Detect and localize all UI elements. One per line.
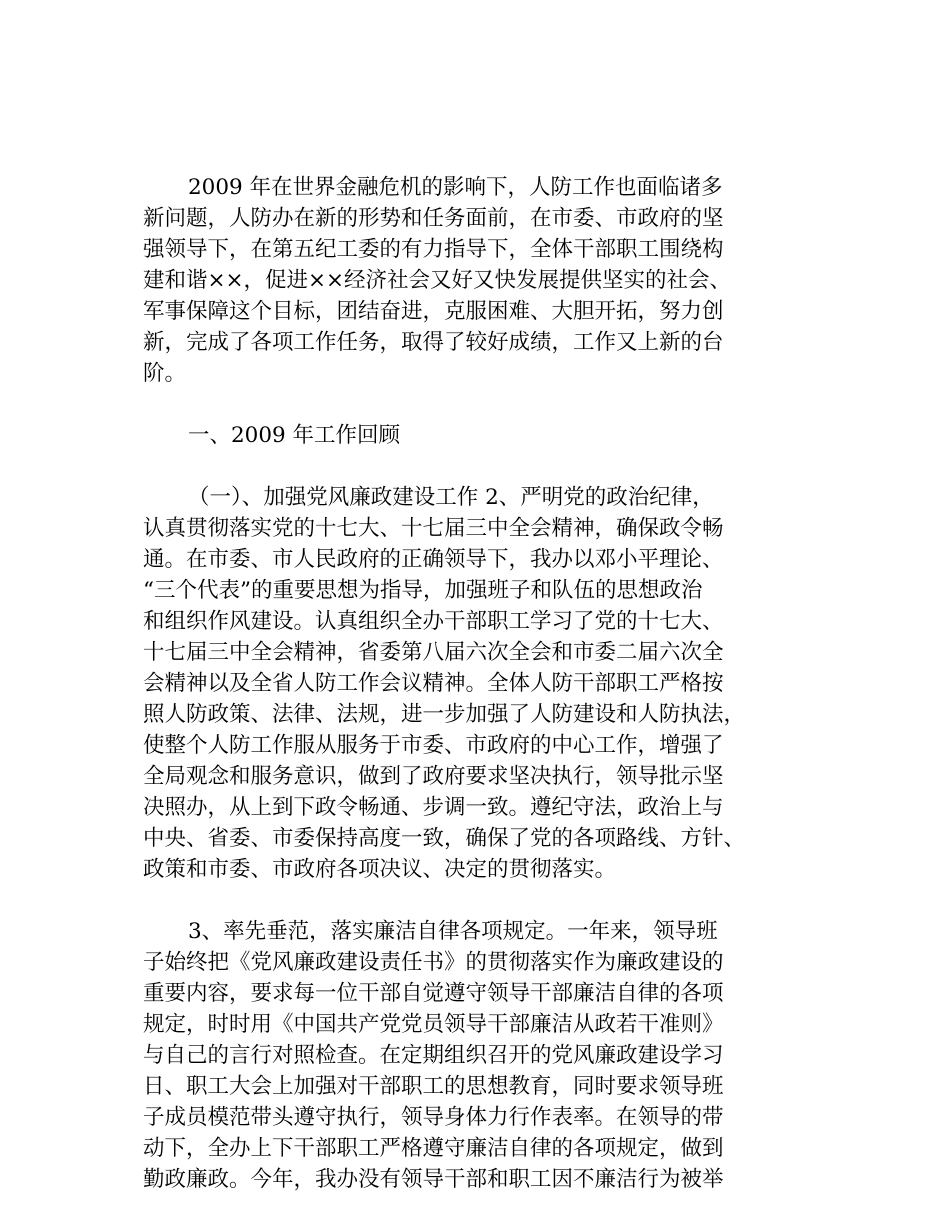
text-line: 认真贯彻落实党的十七大、十七届三中全会精神，确保政令畅 [143,516,724,541]
paragraph-spacer [143,389,828,420]
text-line: 中央、省委、市委保持高度一致，确保了党的各项路线、方针、 [143,826,746,851]
text-line: 新，完成了各项工作任务，取得了较好成绩，工作又上新的台 [143,330,724,355]
text-line: 强领导下，在第五纪工委的有力指导下，全体干部职工围绕构 [143,237,724,262]
document-body [143,172,828,1195]
text-line: 勤政廉政。今年，我办没有领导干部和职工因不廉洁行为被举 [143,1167,724,1192]
heading-text: 一、2009 年工作回顾 [188,423,401,448]
text-line: 阶。 [143,361,187,386]
text-line: 3、率先垂范，落实廉洁自律各项规定。一年来，领导班 [188,919,718,944]
text-line: 决照办，从上到下政令畅通、步调一致。遵纪守法，政治上与 [143,795,724,820]
text-line: （一）、加强党风廉政建设工作 2、严明党的政治纪律， [188,485,714,510]
text-line: 军事保障这个目标，团结奋进，克服困难、大胆开拓，努力创 [143,299,724,324]
text-line: 与自己的言行对照检查。在定期组织召开的党风廉政建设学习 [143,1043,724,1068]
text-line: 照人防政策、法律、法规，进一步加强了人防建设和人防执法， [143,702,746,727]
text-line: 日、职工大会上加强对干部职工的思想教育，同时要求领导班 [143,1074,724,1099]
text-line: 重要内容，要求每一位干部自觉遵守领导干部廉洁自律的各项 [143,981,724,1006]
paragraph-spacer [143,451,828,482]
text-line: 十七届三中全会精神，省委第八届六次全会和市委二届六次全 [143,640,724,665]
text-line: 规定，时时用《中国共产党党员领导干部廉洁从政若干准则》 [143,1012,724,1037]
text-line: 和组织作风建设。认真组织全办干部职工学习了党的十七大、 [143,609,724,634]
text-line: 2009 年在世界金融危机的影响下，人防工作也面临诸多 [188,175,723,200]
text-line: 政策和市委、市政府各项决议、决定的贯彻落实。 [143,857,617,882]
text-line: 动下，全办上下干部职工严格遵守廉洁自律的各项规定，做到 [143,1136,724,1161]
text-line: 通。在市委、市人民政府的正确领导下，我办以邓小平理论、 [143,547,724,572]
text-line: 会精神以及全省人防工作会议精神。全体人防干部职工严格按 [143,671,724,696]
paragraph-self-discipline [143,916,828,1195]
paragraph-intro [143,172,828,389]
text-line: 使整个人防工作服从服务于市委、市政府的中心工作，增强了 [143,733,724,758]
text-line: 全局观念和服务意识，做到了政府要求坚决执行，领导批示坚 [143,764,724,789]
text-line: “三个代表”的重要思想为指导，加强班子和队伍的思想政治 [143,578,703,603]
text-line: 子始终把《党风廉政建设责任书》的贯彻落实作为廉政建设的 [143,950,724,975]
section-heading [143,420,828,451]
text-line: 子成员模范带头遵守执行，领导身体力行作表率。在领导的带 [143,1105,724,1130]
text-line: 新问题，人防办在新的形势和任务面前，在市委、市政府的坚 [143,206,724,231]
paragraph-party-discipline [143,482,828,885]
text-line: 建和谐××，促进××经济社会又好又快发展提供坚实的社会、 [143,268,732,293]
paragraph-spacer [143,885,828,916]
